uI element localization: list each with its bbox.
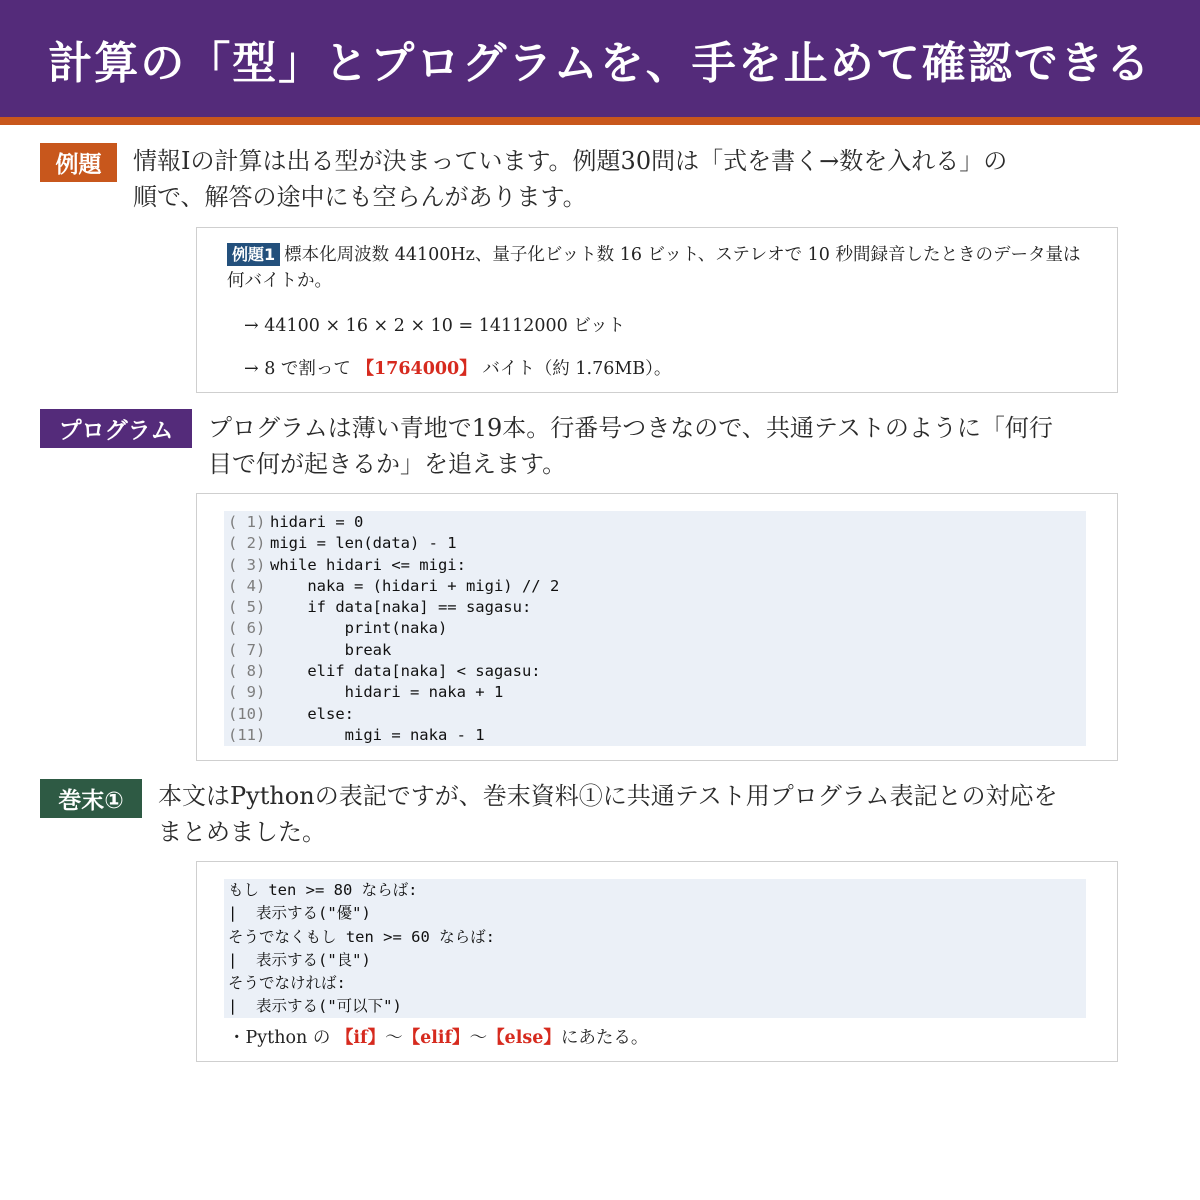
appendix-box xyxy=(196,861,1118,1062)
pseudo-code-line: | 表示する("可以下") xyxy=(228,997,402,1016)
appendix-intro-line1: 本文はPythonの表記ですが、巻末資料①に共通テスト用プログラム表記との対応を xyxy=(158,782,1058,810)
example-badge: 例題1 xyxy=(227,243,280,266)
code-line xyxy=(224,618,1086,639)
example-intro xyxy=(133,143,1007,215)
note-elif: 【elif】 xyxy=(402,1028,470,1048)
note-pre: ・Python の xyxy=(228,1028,336,1048)
example-question-text: 標本化周波数 44100Hz、量子化ビット数 16 ビット、ステレオで 10 秒間録音したときのデータ量は何バイトか。 xyxy=(227,245,1081,291)
pseudo-code-line: | 表示する("良") xyxy=(228,950,371,969)
line-number: ( 8) xyxy=(228,662,266,681)
example-answer: 【1764000】 xyxy=(356,359,477,379)
line-number: (11) xyxy=(228,725,266,744)
appendix-note xyxy=(228,1024,648,1049)
code-text: hidari = 0 xyxy=(270,513,364,531)
example-intro-line1: 情報Ⅰの計算は出る型が決まっています。例題30問は「式を書く→数を入れる」の xyxy=(133,147,1008,175)
code-line xyxy=(224,555,1086,576)
code-line xyxy=(224,661,1086,682)
program-intro-line1: プログラムは薄い青地で19本。行番号つきなので、共通テストのように「何行 xyxy=(208,414,1053,442)
example-box xyxy=(196,227,1118,393)
header-accent-rule xyxy=(0,117,1200,125)
code-text: elif data[naka] < sagasu: xyxy=(270,662,541,681)
line-number: ( 4) xyxy=(228,576,266,595)
line-number: ( 1) xyxy=(228,513,266,531)
example-question xyxy=(227,242,1089,294)
appendix-intro xyxy=(158,778,1058,850)
tag-example: 例題 xyxy=(40,143,117,182)
note-else: 【else】 xyxy=(487,1028,561,1048)
code-block xyxy=(224,511,1086,746)
code-text: print(naka) xyxy=(270,619,448,638)
program-intro xyxy=(208,410,1053,482)
example-step2-post: バイト（約 1.76MB）。 xyxy=(476,359,672,379)
pseudo-code-line: そうでなければ: xyxy=(228,974,346,993)
code-line xyxy=(224,725,1086,746)
line-number: (10) xyxy=(228,704,266,723)
code-line xyxy=(224,597,1086,618)
note-if: 【if】 xyxy=(335,1028,386,1048)
code-line xyxy=(224,512,1086,533)
code-text: migi = len(data) - 1 xyxy=(270,534,457,553)
code-text: naka = (hidari + migi) // 2 xyxy=(270,576,560,595)
note-post: にあたる。 xyxy=(560,1028,649,1048)
pseudo-code-line: そうでなくもし ten >= 60 ならば: xyxy=(228,927,495,946)
tag-program: プログラム xyxy=(40,409,192,448)
code-text: break xyxy=(270,640,392,659)
code-text: if data[naka] == sagasu: xyxy=(270,598,532,617)
line-number: ( 9) xyxy=(228,683,266,702)
program-intro-line2: 目で何が起きるか」を追えます。 xyxy=(208,450,567,478)
note-sep2: 〜 xyxy=(469,1028,488,1048)
code-line xyxy=(224,533,1086,554)
code-text: migi = naka - 1 xyxy=(270,725,485,744)
pseudo-code-block xyxy=(224,879,1086,1018)
code-text: while hidari <= migi: xyxy=(270,555,466,574)
page-title: 計算の「型」とプログラムを、手を止めて確認できる xyxy=(48,37,1152,89)
appendix-intro-line2: まとめました。 xyxy=(158,818,326,846)
example-intro-line2: 順で、解答の途中にも空らんがあります。 xyxy=(133,183,587,211)
line-number: ( 6) xyxy=(228,619,266,638)
code-text: hidari = naka + 1 xyxy=(270,683,504,702)
line-number: ( 3) xyxy=(228,555,266,574)
program-box xyxy=(196,493,1118,761)
line-number: ( 7) xyxy=(228,640,266,659)
pseudo-code-line: もし ten >= 80 ならば: xyxy=(228,881,418,899)
pseudo-code-line: | 表示する("優") xyxy=(228,904,371,923)
example-step2-pre: → 8 で割って xyxy=(244,359,357,379)
code-line xyxy=(224,704,1086,725)
code-line xyxy=(224,682,1086,703)
line-number: ( 5) xyxy=(228,598,266,617)
line-number: ( 2) xyxy=(228,534,266,553)
example-step1: → 44100 × 16 × 2 × 10 = 14112000 ビット xyxy=(244,316,626,336)
note-sep1: 〜 xyxy=(385,1028,403,1048)
code-text: else: xyxy=(270,704,354,723)
example-step2 xyxy=(244,355,671,380)
tag-appendix: 巻末① xyxy=(40,779,142,818)
code-line xyxy=(224,576,1086,597)
page-header xyxy=(0,0,1200,117)
code-line xyxy=(224,640,1086,661)
